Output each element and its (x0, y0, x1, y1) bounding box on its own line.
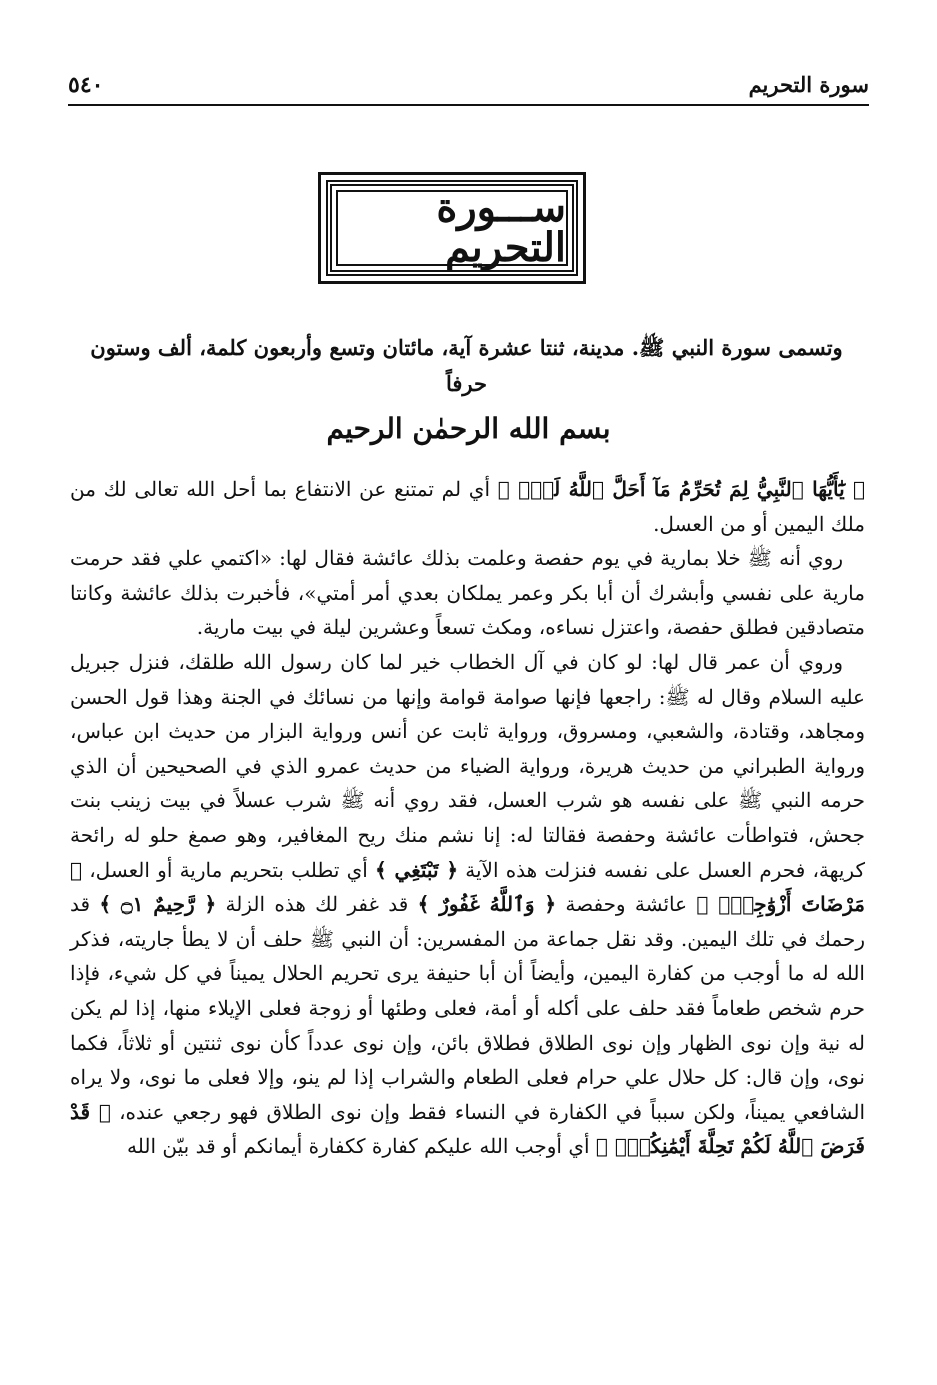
basmala: بسم الله الرحمٰن الرحيم (326, 412, 611, 445)
commentary-body (70, 472, 865, 1164)
commentary-paragraph (70, 645, 865, 1164)
quran-verse: ﴿ وَٱللَّهُ غَفُورٌ ﴾ (417, 892, 557, 917)
commentary-text: قد غفر لك هذه الزلة (216, 892, 418, 917)
surah-title-frame (318, 172, 586, 284)
commentary-text: وروي أن عمر قال لها: لو كان في آل الخطاب خير لما كان رسول الله طلقك، فنزل جبريل عليه السلام وقال له ﷺ: راجعها فإنها صوامة قوامة وإنها من نسائك في الجنة وهذا قول الحسن ومجاهد، وقتادة، والشعبي، ومسروق، ورواية ثابت عن أنس ورواية البزار من حديث ابن عباس، ورواية الطبراني من حديث هريرة، ورواية الضياء من حديث عمرو الذي في الصحيحين أن الذي حرمه النبي ﷺ على نفسه هو شرب العسل، فقد روي أنه ﷺ شرب عسلاً في بيت زينب بنت جحش، فتواطأت عائشة وحفصة فقالتا له: إنا نشم منك ريح المغافير، وهو صمغ حلو له رائحة كريهة، فحرم العسل على نفسه فنزلت هذه الآية (70, 649, 865, 882)
commentary-paragraph (70, 472, 865, 541)
page-number: ٥٤٠ (68, 72, 104, 98)
commentary-text: أي أوجب الله عليكم كفارة ككفارة أيمانكم أو قد بيّن الله (127, 1134, 596, 1159)
quran-verse: ﴿ تَبْتَغِي ﴾ (375, 857, 459, 882)
commentary-paragraph (70, 541, 865, 645)
running-title: سورة التحريم (748, 72, 869, 97)
quran-verse: ﴿ يَٰٓأَيُّهَا ٱلنَّبِيُّ لِمَ تُحَرِّمُ مَآ أَحَلَّ ٱللَّهُ لَكَۖ ﴾ (497, 477, 866, 501)
quran-verse: ﴿ مَرْضَاتَ أَزْوَٰجِكَۚ ﴾ (70, 857, 865, 917)
commentary-text: عائشة وحفصة (556, 892, 697, 917)
surah-intro: وتسمى سورة النبي ﷺ. مدينة، ثنتا عشرة آية، مائتان وتسع وأربعون كلمة، ألف وستون حرفاً (90, 335, 843, 396)
commentary-text: أي تطلب بتحريم مارية أو العسل، (82, 857, 376, 882)
quran-verse: ﴿ قَدْ فَرَضَ ٱللَّهُ لَكُمْ تَحِلَّةَ أَيْمَٰنِكُمْۚ ﴾ (70, 1099, 865, 1159)
commentary-text: أي لم تمتنع عن الانتفاع بما أحل الله تعالى لك من ملك اليمين أو من العسل. (70, 477, 865, 536)
ornamental-border (326, 180, 578, 276)
commentary-text: قد رحمك في تلك اليمين. وقد نقل جماعة من المفسرين: أن النبي ﷺ حلف أن لا يطأ جاريته، فذكر الله له ما أوجب من كفارة اليمين، وأيضاً أن أبا حنيفة يرى تحريم الحلال يميناً في كل شيء، فإذا حرم شخص طعاماً فقد حلف على أكله أو أمة، فعلى وطئها أو زوجة فعلى الإيلاء منها، إذا لم يكن له نية وإن نوى الظهار وإن نوى الطلاق فطلاق بائن، وإن نوى عدداً كأن نوى ثنتين أو ثلاثاً، فكما نوى، وإن قال: كل حلال علي حرام فعلى الطعام والشراب إذا لم ينو، وإلا فعلى ما نوى، ولا يراه الشافعي يميناً، ولكن سبباً في الكفارة في النساء فقط وإن نوى الطلاق فهو رجعي عنده، (70, 892, 865, 1124)
surah-title: ســـورة التحريم (436, 184, 566, 271)
page-header (68, 70, 869, 106)
commentary-text: روي أنه ﷺ خلا بمارية في يوم حفصة وعلمت بذلك عائشة فقال لها: «اكتمي علي فقد حرمت مارية على نفسي وأبشرك أن أبا بكر وعمر يملكان بعدي أمر أمتي»، فأخبرت بذلك عائشة وكانتا متصادقين فطلق حفصة، واعتزل نساءه، ومكث تسعاً وعشرين ليلة في بيت مارية. (70, 546, 865, 640)
quran-verse: ﴿ رَّحِيمٌ ۝١ ﴾ (99, 892, 217, 917)
title-box (336, 184, 568, 271)
